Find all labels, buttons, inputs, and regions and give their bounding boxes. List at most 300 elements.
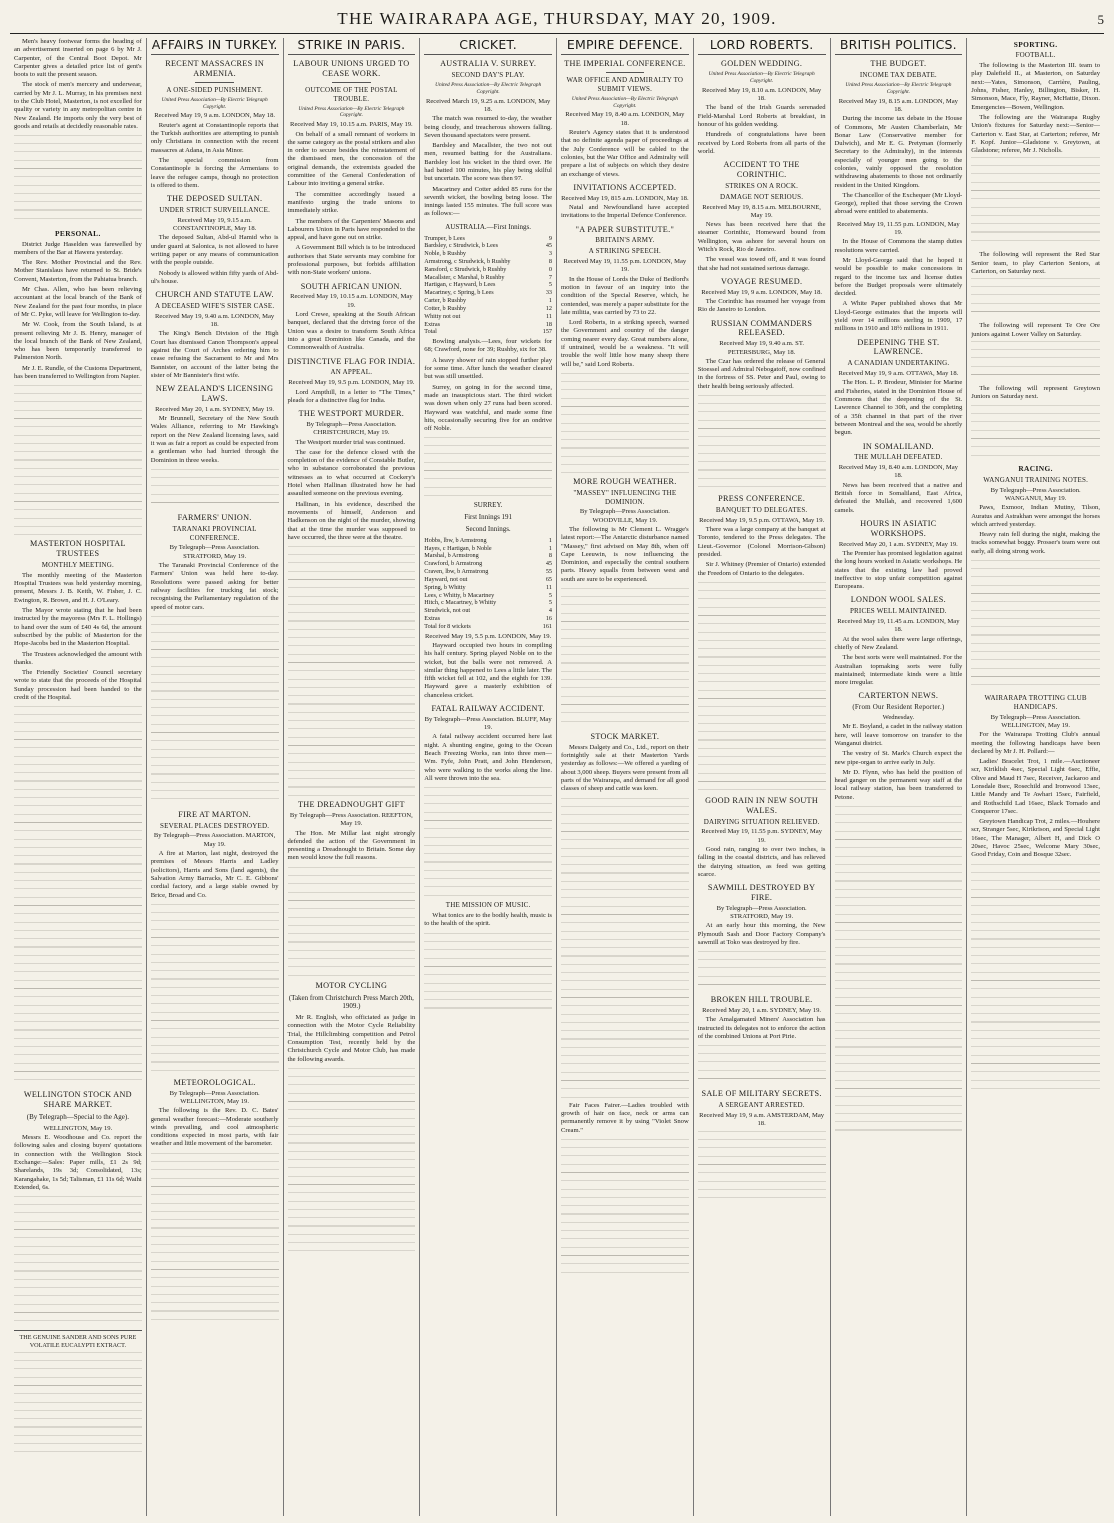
paragraph: The match was resumed to-day, the weather being cloudy, and treacherous showers falling. Seven thousand spectators were present. <box>424 115 552 139</box>
batsman-name: Total for 8 wickets <box>424 622 471 630</box>
paragraph: The stock of men's mercery and underwear, carried by Mr J. L. Murray, in his premises next to the Club Hotel, Masterton, is not excelled for quality or variety in any metropolitan centre in New Zealand. He imports only the very best of goods and retails at decidedly reasonable rates. <box>14 81 142 130</box>
batsman-runs: 11 <box>546 312 552 320</box>
batsman-name: Macallster, c Marshal, b Rushby <box>424 273 505 281</box>
text-filler <box>971 864 1100 1094</box>
batsman-name: Armstrong, c Strudwick, b Rushby <box>424 258 511 266</box>
batsman-name: Hayward, not out <box>424 575 468 583</box>
story-heading: THE DREADNOUGHT GIFT <box>297 800 405 810</box>
page-number: 5 <box>1097 12 1104 27</box>
story-heading: GOOD RAIN IN NEW SOUTH WALES. <box>705 795 819 815</box>
story-heading: GOLDEN WEDDING. <box>721 59 803 69</box>
story-subheading: A SERGEANT ARRESTED. <box>718 1101 805 1110</box>
dateline: Received May 19, 8.40 a.m. LONDON, May 18. <box>565 111 685 127</box>
dateline: By Telegraph—Press Association. BLUFF, May 19. <box>424 715 552 732</box>
paragraph: The following will represent the Red Star Senior team, to play Carterton Seniors, at Carterton, on Saturday next. <box>971 251 1100 275</box>
scorecard-row <box>424 281 552 289</box>
text-filler <box>698 1045 826 1085</box>
section-heading: RACING. <box>1018 464 1053 474</box>
batsman-name: Bardsley, c Strudwick, b Lees <box>424 242 499 250</box>
paragraph: Nobody is allowed within fifty yards of Abd-ul's house. <box>150 269 279 285</box>
dateline: By Telegraph—Press Association. WANGANUI, May 19. <box>990 486 1081 502</box>
batsman-runs: 1 <box>548 297 552 305</box>
text-filler <box>14 135 142 225</box>
batsman-runs: 5 <box>548 281 552 289</box>
dateline: Received May 19, 11.55 p.m. SYDNEY, May 19. <box>701 828 822 844</box>
text-filler <box>14 706 142 1086</box>
dateline: Received May 19, 9 a.m. AMSTERDAM, May 18. <box>699 1111 825 1128</box>
story-heading: CARTERTON NEWS. <box>858 691 939 701</box>
batsman-name: Crawford, b Armstrong <box>424 560 483 568</box>
dateline: Received May 19, 9.5 p.m. OTTAWA, May 19. <box>699 516 825 524</box>
paragraph: Hundreds of congratulations have been received by Lord Roberts from all parts of the world. <box>697 131 826 155</box>
batsman-runs: 11 <box>546 583 552 591</box>
paragraph: Paws, Exmoor, Indian Mutiny, Tilson, Auratus and Astrakhan were amongst the horses which arrived yesterday. <box>971 504 1100 528</box>
story-heading: HOURS IN ASIATIC WORKSHOPS. <box>860 518 937 538</box>
paragraph: The Trustees acknowledged the amount with thanks. <box>14 650 142 666</box>
story-heading: THE MISSION OF MUSIC. <box>445 901 531 910</box>
paragraph: Lord Crewe, speaking at the South African banquet, declared that the driving force of the Union was a desire to transform South Africa into a great Dominion like Canada, and the Commonwealth of Australia. <box>287 311 416 352</box>
batsman-name: Spring, b Whitty <box>424 583 466 591</box>
story-subheading: AN APPEAL. <box>330 368 373 377</box>
paragraph: Greytown Handicap Trot, 2 miles.—Houhere scr, Stranger 5sec, Kirikrison, and Special Light 16sec, The Manager, Albert H, and Dick O 20sec, Havoc 25sec, Welcome Mary 30sec, Good Friday, Coin and Bosque 32sec. <box>971 818 1100 859</box>
paragraph: Bowling analysis.—Lees, four wickets for 68; Crawford, none for 39; Rushby, six for 38. <box>424 338 552 354</box>
scorecard-row <box>424 274 552 282</box>
scorecard-row <box>424 297 552 305</box>
dateline: Received May 19, 8.40 a.m. LONDON, May 18. <box>838 464 958 480</box>
story-subheading: SEVERAL PLACES DESTROYED. <box>160 821 270 830</box>
batsman-name: Noble, b Rushby <box>424 250 467 258</box>
paragraph: In the House of Lords the Duke of Bedford's motion in favour of an inquiry into the condition of the Special Reserve, which, he contended, was merely a paper substitute for the late militia, was carried by 73 to 22. <box>561 275 689 316</box>
story-subheading: A ONE-SIDED PUNISHMENT. <box>166 86 263 95</box>
batsman-runs: 8 <box>548 552 552 560</box>
dateline: By Telegraph—Press Association. REEFTON, May 19. <box>289 811 413 828</box>
paragraph: Reuter's Agency states that it is understood that no definite agenda paper of proceedings at the July Conference will be cabled to the colonies, but the War Office and Admiralty will prepare a list of subjects on which they desire an exchange of views. <box>561 129 689 178</box>
batsman-name: Total <box>424 328 437 336</box>
dateline: By Telegraph—Press Association. WELLINGTON, May 19. <box>169 1089 260 1105</box>
dateline: Received May 19, 9 a.m. OTTAWA, May 18. <box>838 370 959 378</box>
story-heading: WAIRARAPA TROTTING CLUB HANDICAPS. <box>984 694 1087 711</box>
paragraph: The following is the Rev. D. C. Bates' general weather forecast:—Moderate southerly winds prevailing, and cool atmospheric conditions expected in most parts, with fair weather and little movement of the barometer. <box>150 1107 279 1148</box>
story-heading: SOUTH AFRICAN UNION. <box>300 281 403 291</box>
wire-credit: United Press Association—By Electric Telegraph Copyright. <box>435 82 542 95</box>
paragraph: The following is Mr Clement L. Wragge's latest report:—The Antarctic disturbance named "Massey," first advised on May 8th, when off Cape Leeuwin, is now influencing the Dominion, and especially the central southern parts. Heavy squalls from between west and south are sure to be experienced. <box>561 525 689 583</box>
story-subheading: DAMAGE NOT SERIOUS. <box>720 192 804 201</box>
batsman-name: Hayes, c Hartigan, b Noble <box>424 544 492 552</box>
paragraph: Good rain, ranging to over two inches, is falling in the coastal districts, and has relieved the dairying situation, as feed was getting scarce. <box>697 845 826 878</box>
story-subheading: MONTHLY MEETING. <box>41 561 114 570</box>
story-heading: VOYAGE RESUMED. <box>720 276 803 286</box>
dateline: Received March 19, 9.25 a.m. LONDON, May 18. <box>425 97 551 113</box>
text-filler <box>14 385 142 535</box>
column-4 <box>420 38 557 1516</box>
dateline: Received May 19, 10.15 a.m. PARIS, May 19. <box>290 121 413 129</box>
batsman-runs: 5 <box>548 599 552 607</box>
paragraph: Ladies' Bracelet Trot, 1 mile.—Auctioneer scr, Kiriklish 4sec, Special Light 6sec, Effie, Olive and Maud H 7sec, Receiver, Jackaroo and Lonsdale 8sec, Rosechild and Ironwood 13sec, Little Mandy and Te Awhari 15sec, Fairfield, and Rothschild Lad 16sec, Black Tornado and Conqueror 17sec. <box>971 758 1100 815</box>
section-heading: PERSONAL. <box>55 229 101 239</box>
text-filler <box>698 395 826 490</box>
dateline: WELLINGTON, May 19. <box>43 1124 113 1132</box>
columns <box>10 38 1104 1516</box>
newspaper-title: THE WAIRARAPA AGE, THURSDAY, MAY 20, 1909. <box>337 9 777 28</box>
paragraph: The Chancellor of the Exchequer (Mr Lloyd-George), replied that those serving the Crown abroad were entitled to abatements. <box>834 191 963 216</box>
story-subheading: A DECEASED WIFE'S SISTER CASE. <box>154 302 275 311</box>
paragraph: Heavy rain fell during the night, making the tracks somewhat boggy. Prosser's team were out early, all doing strong work. <box>971 531 1100 555</box>
dateline: Received May 19, 11.55 p.m. LONDON, May 19. <box>563 258 687 274</box>
dateline: By Telegraph—Press Association. STRATFORD, May 19. <box>716 904 807 921</box>
surrey-scorecard <box>424 537 552 631</box>
paragraph: The special commission from Constantinople is forcing the Armenians to leave the refugee camps, though no protection is offered to them. <box>150 156 279 189</box>
column-7 <box>831 38 968 1516</box>
story-subheading: BANQUET TO DELEGATES. <box>715 505 808 514</box>
section-banner: CRICKET. <box>424 38 552 55</box>
paragraph: The Rev. Mother Provincial and the Rev. Mother Stanislaus have returned to St. Bride's Convent, Masterton, from the Pahiatua branch. <box>14 259 142 283</box>
batsman-runs: 1 <box>548 536 552 544</box>
dateline: By Telegraph—Press Association. CHRISTCHURCH, May 19. <box>306 420 397 437</box>
column-3 <box>284 38 421 1516</box>
story-subheading: WAR OFFICE AND ADMIRALTY TO SUBMIT VIEWS. <box>566 76 684 94</box>
dateline: Received May 19, 8.15 a.m. MELBOURNE, May 19. <box>702 203 821 219</box>
batsman-runs: 33 <box>545 289 552 297</box>
paragraph: Mr W. Cook, from the South Island, is at present relieving Mr J. B. Henry, manager of the local branch of the Bank of New Zealand, who has been temporarily transferred to Palmerston North. <box>14 321 142 362</box>
paragraph: The members of the Carpenters' Masons and Labourers Union in Paris have responded to the appeal, and have gone out on strike. <box>287 217 416 242</box>
australia-scorecard <box>424 235 552 337</box>
dateline: Received May 19, 9 a.m. LONDON, May 18. <box>701 288 823 296</box>
story-heading: DEEPENING THE ST. LAWRENCE. <box>857 337 940 357</box>
text-filler <box>424 787 552 897</box>
batsman-name: Hitch, c Macartney, b Whitty <box>424 599 497 607</box>
story-heading: "A PAPER SUBSTITUTE." <box>575 224 675 234</box>
scorecard-row <box>424 235 552 243</box>
story-heading: BROKEN HILL TROUBLE. <box>710 995 813 1005</box>
paragraph: The deposed Sultan, Abd-ul Hamid who is under guard at Salonica, is not allowed to have writing paper or any means of communication with the people outside. <box>150 234 279 267</box>
paragraph: Macartney and Cotter added 85 runs for the seventh wicket, the bowling being loose. The innings lasted 155 minutes. The full score was as follows:— <box>424 185 552 218</box>
text-filler <box>424 933 552 1013</box>
paragraph: The Friendly Societies' Council secretary wrote to state that the proceeds of the Hospital Sunday procession had been handed to the credit of the Hospital. <box>14 669 142 701</box>
story-heading: PRESS CONFERENCE. <box>718 494 806 504</box>
story-subheading: "MASSEY" INFLUENCING THE DOMINION. <box>573 488 677 506</box>
paragraph: News has been received that a native and British force in Somaliland, East Africa, defeated the Mullah, and recovered 1,600 camels. <box>834 481 963 514</box>
story-heading: DISTINCTIVE FLAG FOR INDIA. <box>287 356 416 366</box>
text-filler <box>561 798 689 1098</box>
dateline: Received May 20, 1 a.m. SYDNEY, May 19. <box>155 405 275 413</box>
paragraph: The Hon. L. P. Brodeur, Minister for Marine and Fisheries, stated in the Dominion House of Commons that the deepening of the St. Lawrence Channel to 30ft, and the completing of a 35ft channel in that part of the river between Montreal and the sea, would be shortly begun. <box>834 379 963 437</box>
story-subheading: A CANADIAN UNDERTAKING. <box>847 359 950 368</box>
batsman-name: Strudwick, not out <box>424 607 471 615</box>
paragraph: Mr Chas. Allen, who has been relieving accountant at the local branch of the Bank of New Zealand for the past four months, in place of Mr C. Pyke, will leave for Wellington to-day. <box>14 286 142 318</box>
paragraph: Bardsley and Macallster, the two not out men, resumed batting for the Australians. Bardsley lost his wicket in the third over. He had batted 100 minutes, his play being skilful but uncertain. The score was then 97. <box>424 142 552 183</box>
batsman-runs: 16 <box>545 614 552 622</box>
stock-share-story <box>14 1134 142 1192</box>
story-heading: IN SOMALILAND. <box>862 441 934 451</box>
dateline: Received May 20, 1 a.m. SYDNEY, May 19. <box>838 540 958 548</box>
scorecard-row <box>424 552 552 560</box>
dateline: Received May 20, 1 a.m. SYDNEY, May 19. <box>702 1007 822 1015</box>
column-6 <box>694 38 831 1516</box>
batsman-name: Cotter, b Rushby <box>424 304 467 312</box>
paragraph: Mr E. Boyland, a cadet in the railway station here, will leave tomorrow on transfer to the Wanganui district. <box>834 723 963 747</box>
paragraph: Hayward occupied two hours in compiling his half century. Spring played Noble on to the wicket, but the balls were not removed. A similar thing happened to Lees a little later. The fifth wicket fell at 102, and the eighth for 139. Hayward gave a masterly exhibition of chanceless cricket. <box>424 641 552 699</box>
story-subheading: A STRIKING SPEECH. <box>588 247 661 256</box>
batsman-name: Marshal, b Armstrong <box>424 552 479 560</box>
story-subheading: BRITAIN'S ARMY. <box>595 236 655 245</box>
story-heading: THE WESTPORT MURDER. <box>298 409 405 419</box>
paragraph: Reuter's agent at Constantinople reports that the Turkish authorities are attempting to punish only Christians in connection with the recent massacres at Adana, in Asia Minor. <box>150 121 279 154</box>
batsman-name: Hartigan, c Hayward, b Lees <box>424 281 496 289</box>
text-filler <box>561 373 689 473</box>
batsman-runs: 45 <box>545 242 552 250</box>
paragraph: The committee accordingly issued a manifesto urging the trade unions to immediately strike. <box>287 190 416 215</box>
paragraph: The King's Bench Division of the High Court has dismissed Canon Thompson's appeal against the Court of Arches ordering him to cease refusing the Sacrament to Mr and Mrs Bannister, on account of the latter being the sister of Mr Bannister's first wife. <box>150 330 279 379</box>
paragraph: A fatal railway accident occurred here last night. A shunting engine, going to the Ocean Beach Freezing Works, ran into three men—Wm. Fyfe, John Pratt, and John Henderson, who were walking to the works along the line. All were thrown into the sea. <box>424 733 552 782</box>
personal-story <box>14 241 142 382</box>
text-filler <box>288 867 416 977</box>
text-filler <box>151 616 279 806</box>
scorecard-row <box>424 623 552 631</box>
text-filler <box>14 1352 142 1452</box>
scorecard-row <box>424 321 552 329</box>
paragraph: News has been received here that the steamer Corinthic, Homeward bound from Wellington, was ashore for several hours on Witch's Rock, Rio de Janeiro. <box>697 221 826 253</box>
story-heading: SALE OF MILITARY SECRETS. <box>701 1089 822 1099</box>
text-filler <box>698 951 826 991</box>
paragraph: What tonics are to the bodily health, music is to the health of the spirit. <box>424 912 552 928</box>
scorecard-first-innings: First Innings 191 <box>464 513 513 522</box>
wire-credit: United Press Association—By Electric Telegraph Copyright. <box>298 105 405 119</box>
story-subheading: STRIKES ON A ROCK. <box>725 181 799 190</box>
story-heading: INVITATIONS ACCEPTED. <box>573 182 677 192</box>
scorecard-heading: AUSTRALIA.—First Innings. <box>445 222 531 231</box>
paragraph: Hallinan, in his evidence, described the movements of himself, Anderson and Hadkenson on the night of the murder, showing that at the time the murder was supposed to have occurred, the three were at the theatre. <box>287 500 416 541</box>
wire-credit: United Press Association—By Electric Telegraph Copyright. <box>708 71 815 85</box>
batsman-runs: 1 <box>548 544 552 552</box>
dateline: By Telegraph—Press Association. STRATFORD, May 19. <box>169 544 260 560</box>
story-heading: NEW ZEALAND'S LICENSING LAWS. <box>155 384 274 404</box>
dateline: Received May 19, 11.45 a.m. LONDON, May 18. <box>837 618 960 634</box>
text-filler <box>561 588 689 728</box>
paragraph: Sir J. Whitney (Premier of Ontario) extended the Freedom of Ontario to the delegates. <box>697 561 826 577</box>
paragraph: For the Wairarapa Trotting Club's annual meeting the following handicaps have been declared by Mr J. H. Pollard:— <box>971 731 1100 755</box>
wire-credit: United Press Association—By Electric Telegraph Copyright. <box>161 96 268 110</box>
masthead <box>10 8 1104 34</box>
batsman-runs: 65 <box>545 575 552 583</box>
paragraph: A White Paper published shows that Mr Lloyd-George estimates that the imports will yield over 14 millions sterling in 1909, 17 millions in 1910 and 18½ millions in 1911. <box>834 300 963 333</box>
dateline: By Telegraph—Press Association. MARTON, May 19. <box>153 832 276 848</box>
scorecard-row <box>424 328 552 336</box>
scorecard-row <box>424 242 552 250</box>
paragraph: The Hon. Mr Millar last night strongly defended the action of the Government in presenting a Dreadnought to Britain. Some day men would know the full reasons. <box>287 829 416 862</box>
story-subheading: SECOND DAY'S PLAY. <box>451 71 525 80</box>
section-banner: AFFAIRS IN TURKEY. <box>151 38 279 55</box>
paragraph: The Corinthic has resumed her voyage from Rio de Janeiro to London. <box>697 298 826 314</box>
paragraph: The best sorts were well maintained. For the Australian topmaking sorts were fully maintained; intermediate kinds were a little more irregular. <box>834 654 963 687</box>
paragraph: Mr R. English, who officiated as judge in connection with the Motor Cycle Reliability Trial, the Hillclimbing competition and Petrol Consumption Test, recently held by the Christchurch Cycle and Motor Club, has made the following awards. <box>287 1014 416 1063</box>
section-banner: EMPIRE DEFENCE. <box>561 38 689 55</box>
story-heading: ACCIDENT TO THE CORINTHIC. <box>723 160 800 180</box>
dateline: Received May 19, 9.40 a.m. LONDON, May 18. <box>155 312 275 329</box>
dateline: By Telegraph—Press Association. WOODVILLE, May 19. <box>579 508 670 524</box>
story-subheading: PRICES WELL MAINTAINED. <box>849 607 947 616</box>
scorecard-row <box>424 537 552 545</box>
scorecard-row <box>424 592 552 600</box>
batsman-runs: 3 <box>548 250 552 258</box>
story-credit: (Taken from Christchurch Press March 20th, 1909.) <box>288 993 414 1011</box>
batsman-runs: 12 <box>545 304 552 312</box>
batsman-name: Lees, c Whitty, b Macartney <box>424 591 495 599</box>
story-heading: FATAL RAILWAY ACCIDENT. <box>431 703 545 713</box>
story-subheading: (From Our Resident Reporter.) <box>852 703 945 712</box>
text-filler <box>971 341 1100 381</box>
text-filler <box>971 405 1100 460</box>
batsman-runs: 7 <box>548 273 552 281</box>
advertisement: THE GENUINE SANDER AND SONS PURE VOLATILE EUCALYPTI EXTRACT. <box>14 1330 142 1350</box>
section-banner: STRIKE IN PARIS. <box>288 38 416 55</box>
batsman-runs: 18 <box>545 320 552 328</box>
scorecard-row <box>424 615 552 623</box>
scorecard-row <box>424 266 552 274</box>
story-heading: LONDON WOOL SALES. <box>850 595 946 605</box>
story-heading: SAWMILL DESTROYED BY FIRE. <box>707 883 816 902</box>
paragraph: Lord Roberts, in a striking speech, warned the Government and country of the danger coming nearer every day. Great numbers alone, if untrained, would be a weakness. "It will trouble the wolf little how many sheep there will be," said Lord Roberts. <box>561 319 689 368</box>
batsman-runs: 157 <box>542 328 552 336</box>
paragraph: The following are the Wairarapa Rugby Union's fixtures for Saturday next:—Senior—Carterton v. East Star, at Carterton; referee, Mr F. Kopf. Junior—Gladstone v. Greytown, at Gladstone; referee, Mr J. Nicholls. <box>971 113 1100 155</box>
story-heading: RUSSIAN COMMANDERS RELEASED. <box>711 318 813 338</box>
dateline: Received May 19, 9.5 p.m. LONDON, May 19. <box>288 379 415 387</box>
batsman-name: Hobbs, lbw, b Armstrong <box>424 536 487 544</box>
paragraph: Fair Faces Fairer.—Ladies troubled with growth of hair on face, neck or arms can permanently remove it by using "Violet Snow Cream." <box>561 1101 689 1134</box>
scorecard-row <box>424 258 552 266</box>
story-subheading: OUTCOME OF THE POSTAL TROUBLE. <box>305 86 398 103</box>
section-banner: LORD ROBERTS. <box>698 38 826 55</box>
dateline: Wednesday. <box>882 714 915 722</box>
paragraph: Mr Brunnell, Secretary of the New South Wales Alliance, referring to Mr Hawking's report on the New Zealand licensing laws, said it was as fair a report as could be expected from a gentleman who had hurried through the Dominion in three weeks. <box>150 415 279 464</box>
paragraph: Messrs Dalgety and Co., Ltd., report on their fortnightly sale at their Masterton Yards yesterday as follows:—We offered a yarding of about 3,000 sheep. Buyers were present from all parts of the Wairarapa, and demand for all good classes of sheep and cattle was keen. <box>561 743 689 793</box>
story-heading: MORE ROUGH WEATHER. <box>573 476 677 486</box>
text-filler <box>698 1131 826 1201</box>
dateline: Received May 19, 9.40 a.m. ST. PETERSBURG, May 18. <box>719 340 805 356</box>
dateline: Received May 19, 9.15 a.m. CONSTANTINOPLE, May 18. <box>172 216 257 233</box>
batsman-runs: 0 <box>548 265 552 273</box>
scorecard-row <box>424 576 552 584</box>
story-heading: WANGANUI TRAINING NOTES. <box>983 475 1089 484</box>
dateline: Received May 19, 5.5 p.m. LONDON, May 19. <box>425 632 552 640</box>
paragraph: A Government Bill which is to be introduced authorises that State servants may combine for professional purposes, but forbids affiliation with non-State workers' unions. <box>287 244 416 277</box>
scorecard-row <box>424 607 552 615</box>
scorecard-row <box>424 313 552 321</box>
section-heading: SPORTING. <box>1013 40 1058 49</box>
batsman-name: Macartney, c Spring, b Lees <box>424 289 494 297</box>
scorecard-row <box>424 545 552 553</box>
paragraph: A heavy shower of rain stopped further play for some time. After lunch the weather cleared but was still unsettled. <box>424 356 552 381</box>
story-subheading: INCOME TAX DEBATE. <box>859 71 937 80</box>
batsman-name: Extras <box>424 614 441 622</box>
story-subheading: UNDER STRICT SURVEILLANCE. <box>159 205 271 214</box>
scorecard-heading: SURREY. <box>473 501 503 510</box>
story-heading: CHURCH AND STATUTE LAW. <box>155 290 274 300</box>
column-1 <box>10 38 147 1516</box>
story-heading: STOCK MARKET. <box>590 732 660 742</box>
story-heading: MOTOR CYCLING <box>315 980 388 990</box>
batsman-runs: 9 <box>548 234 552 242</box>
paragraph: The Czar has ordered the release of General Stoessel and Admiral Nebogatoff, now confined in the fortress of SS. Peter and Paul, owing to their health being seriously affected. <box>697 357 826 390</box>
paragraph: A fire at Marton, last night, destroyed the premises of Messrs Harris and Ladley (solicitors), Harris and Sons (land agents), the Salvation Army Barracks, Mr C. E. Gibbons' cordial factory, and a large stable owned by Brice, Broad and Co. <box>150 850 279 899</box>
scorecard-row <box>424 560 552 568</box>
scorecard-row <box>424 289 552 297</box>
story-heading: RECENT MASSACRES IN ARMENIA. <box>165 59 265 79</box>
story-credit: (By Telegraph—Special to the Age). <box>26 1112 129 1121</box>
paragraph: Lord Ampthill, in a letter to "The Times," pleads for a distinctive flag for India. <box>287 388 416 404</box>
paragraph: The Premier has promised legislation against the long hours worked in Asiatic workshops. He states that the existing law had proved ineffective to stop unfair competition against Europeans. <box>834 549 963 591</box>
paragraph: There was a large company at the banquet at Toronto, tendered to the Press delegates. The Lieut.-Governor (Colonel Morrison-Gibson) presided. <box>697 526 826 558</box>
paragraph: The Mayor wrote stating that he had been instructed by the mayoress (Mrs F. L. Hollings) to hand over the sum of £40 4s 6d, the amount subscribed by the public of Masterton for the Hope-Jacobs bed in the Masterton Hospital. <box>14 607 142 648</box>
text-filler <box>151 1153 279 1323</box>
text-filler <box>835 806 963 1136</box>
story-subheading: DAIRYING SITUATION RELIEVED. <box>703 817 820 826</box>
dateline: By Telegraph—Press Association. WELLINGTON, May 19. <box>990 713 1081 729</box>
scorecard-subheading: Second Innings. <box>465 525 511 534</box>
story-heading: THE IMPERIAL CONFERENCE. <box>564 59 686 69</box>
text-filler <box>151 469 279 509</box>
paragraph: During the income tax debate in the House of Commons, Mr Austen Chamberlain, Mr Bonar Law (Conservative member for Dulwich), and Mr E. G. Pretyman (formerly Secretary to the Admiralty), in the interests especially of younger men going to the colonies, vainly opposed the resolution withdrawing abatements to those not ordinarily resident in the United Kingdom. <box>834 115 963 189</box>
dateline: Received May 19, 10.15 a.m. LONDON, May 19. <box>290 293 413 309</box>
column-5 <box>557 38 694 1516</box>
paragraph: The vestry of St. Mark's Church expect the new pipe-organ to arrive early in July. <box>834 750 963 766</box>
batsman-name: Carter, b Rushby <box>424 297 467 305</box>
paragraph: The Amalgamated Miners' Association has instructed its delegates not to enforce the action of the combined Unions at Port Pirie. <box>697 1016 826 1040</box>
dateline: Received May 19, 9 a.m. LONDON, May 18. <box>154 112 276 120</box>
text-filler <box>971 157 1100 247</box>
batsman-runs: 4 <box>548 607 552 615</box>
story-heading: FARMERS' UNION. <box>177 512 252 522</box>
story-subheading: TARANAKI PROVINCIAL CONFERENCE. <box>172 524 257 542</box>
text-filler <box>14 1196 142 1326</box>
paragraph: The following will represent Greytown Juniors on Saturday next. <box>971 384 1100 401</box>
intro-notices <box>14 38 142 131</box>
batsman-name: Ransford, c Strudwick, b Rushby <box>424 265 507 273</box>
story-heading: AUSTRALIA V. SURREY. <box>440 59 537 69</box>
story-heading: FIRE AT MARTON. <box>178 809 251 819</box>
text-filler <box>971 560 1100 690</box>
story-heading: THE BUDGET. <box>870 59 927 69</box>
section-banner: BRITISH POLITICS. <box>835 38 963 55</box>
story-heading: LABOUR UNIONS URGED TO CEASE WORK. <box>293 59 410 79</box>
batsman-runs: 55 <box>545 568 552 576</box>
batsman-runs: 5 <box>548 591 552 599</box>
batsman-runs: 8 <box>548 258 552 266</box>
scorecard-row <box>424 568 552 576</box>
batsman-name: Trumper, b Lees <box>424 234 465 242</box>
paragraph: Mr Lloyd-George said that he hoped it would be possible to make concessions in regard to the income tax and license duties before the Budget proposals were ultimately decided. <box>834 256 963 298</box>
dateline: Received May 19, 8.10 a.m. LONDON, May 18. <box>702 86 822 103</box>
column-2 <box>147 38 284 1516</box>
scorecard-row <box>424 305 552 313</box>
scorecard-row <box>424 584 552 592</box>
paragraph: At the wool sales there were large offerings, chiefly of New Zealand. <box>834 635 963 651</box>
column-8 <box>967 38 1104 1516</box>
story-heading: WELLINGTON STOCK AND SHARE MARKET. <box>23 1090 132 1110</box>
paragraph: The band of the Irish Guards serenaded Field-Marshal Lord Roberts at breakfast, in honour of his golden wedding. <box>697 104 826 128</box>
story-heading: THE DEPOSED SULTAN. <box>166 194 263 204</box>
text-filler <box>288 1068 416 1258</box>
batsman-name: Whitty not out <box>424 312 461 320</box>
scorecard-row <box>424 250 552 258</box>
scorecard-row <box>424 599 552 607</box>
paragraph: The monthly meeting of the Masterton Hospital Trustees was held yesterday morning, present, Messrs J. B. Keith, W. Fisher, J. C. Ewington, R. Brown, and H. J. O'Leary. <box>14 571 142 604</box>
paragraph: The following will represent Te Ore Ore juniors against Lower Valley on Saturday. <box>971 322 1100 338</box>
text-filler <box>971 278 1100 318</box>
paragraph: The vessel was towed off, and it was found that she had not sustained serious damage. <box>697 256 826 272</box>
paragraph: The case for the defence closed with the completion of the evidence of Constable Butler, who in substance corroborated the previous witnesses as to what occurred at Cockery's Hotel when Hallinan illustrated how he had assaulted someone on the previous evening. <box>287 448 416 498</box>
paragraph: Men's heavy footwear forms the heading of an advertisement inserted on page 6 by Mr J. Carpenter, of the Central Boot Depot. Mr Carpenter gives a detailed price list of gent's boots to suit the present season. <box>14 38 142 79</box>
wire-credit: United Press Association—By Electric Telegraph Copyright. <box>571 95 678 109</box>
